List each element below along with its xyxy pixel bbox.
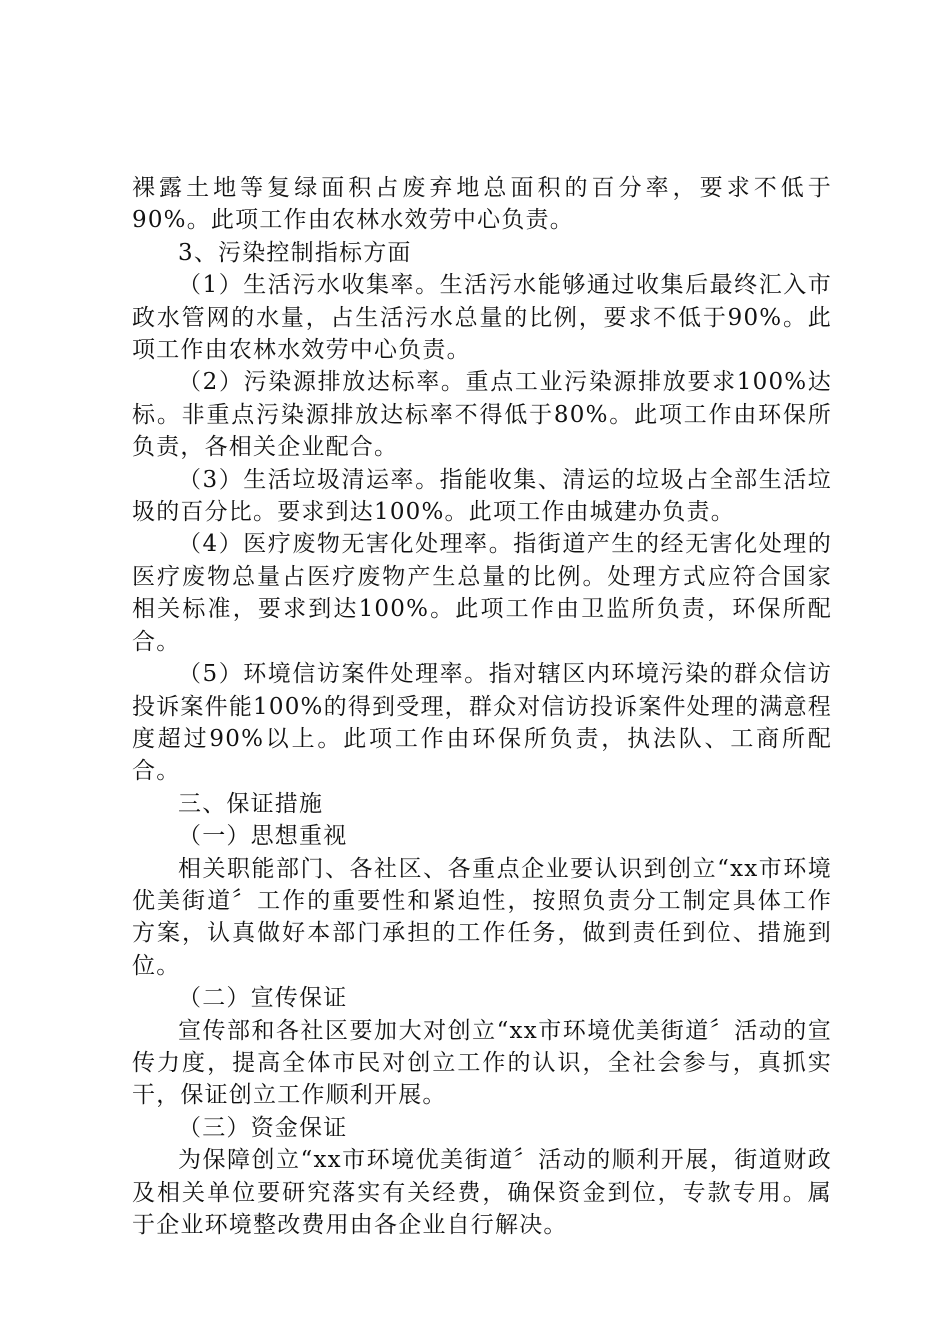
paragraph-publicity: 宣传部和各社区要加大对创立“xx市环境优美街道〞活动的宣传力度，提高全体市民对创立工作的认识，全社会参与，真抓实干，保证创立工作顺利开展。: [132, 1017, 832, 1109]
subheading-funding: （三）资金保证: [178, 1114, 348, 1141]
item-pollution-discharge: （2）污染源排放达标率。重点工业污染源排放要求100%达标。非重点污染源排放达标率不得低于80%。此项工作由环保所负责，各相关企业配合。: [132, 369, 832, 461]
item-garbage-removal: （3）生活垃圾清运率。指能收集、清运的垃圾占全部生活垃圾的百分比。要求到达100%。此项工作由城建办负责。: [132, 466, 832, 526]
item-medical-waste: （4）医疗废物无害化处理率。指街道产生的经无害化处理的医疗废物总量占医疗废物产生总量的比例。处理方式应符合国家相关标准，要求到达100%。此项工作由卫监所负责，环保所配合。: [132, 531, 832, 655]
paragraph-reclamation-rate: 裸露土地等复绿面积占废弃地总面积的百分率，要求不低于90%。此项工作由农林水效劳中心负责。: [132, 175, 832, 234]
section-heading-pollution-control: 3、污染控制指标方面: [178, 239, 412, 266]
paragraph-funding: 为保障创立“xx市环境优美街道〞活动的顺利开展，街道财政及相关单位要研究落实有关经费，确保资金到位，专款专用。属于企业环境整改费用由各企业自行解决。: [132, 1147, 832, 1238]
item-sewage-collection: （1）生活污水收集率。生活污水能够通过收集后最终汇入市政水管网的水量，占生活污水总量的比例，要求不低于90%。此项工作由农林水效劳中心负责。: [132, 272, 832, 364]
item-petition-cases: （5）环境信访案件处理率。指对辖区内环境污染的群众信访投诉案件能100%的得到受理，群众对信访投诉案件处理的满意程度超过90%以上。此项工作由环保所负责，执法队、工商所配合。: [132, 661, 832, 785]
section-heading-guarantees: 三、保证措施: [178, 790, 324, 817]
subheading-ideology: （一）思想重视: [178, 823, 348, 850]
subheading-publicity: （二）宣传保证: [178, 985, 348, 1012]
paragraph-ideology: 相关职能部门、各社区、各重点企业要认识到创立“xx市环境优美街道〞工作的重要性和紧迫性，按照负责分工制定具体工作方案，认真做好本部门承担的工作任务，做到责任到位、措施到位。: [132, 855, 832, 979]
document-body: [132, 172, 832, 1241]
